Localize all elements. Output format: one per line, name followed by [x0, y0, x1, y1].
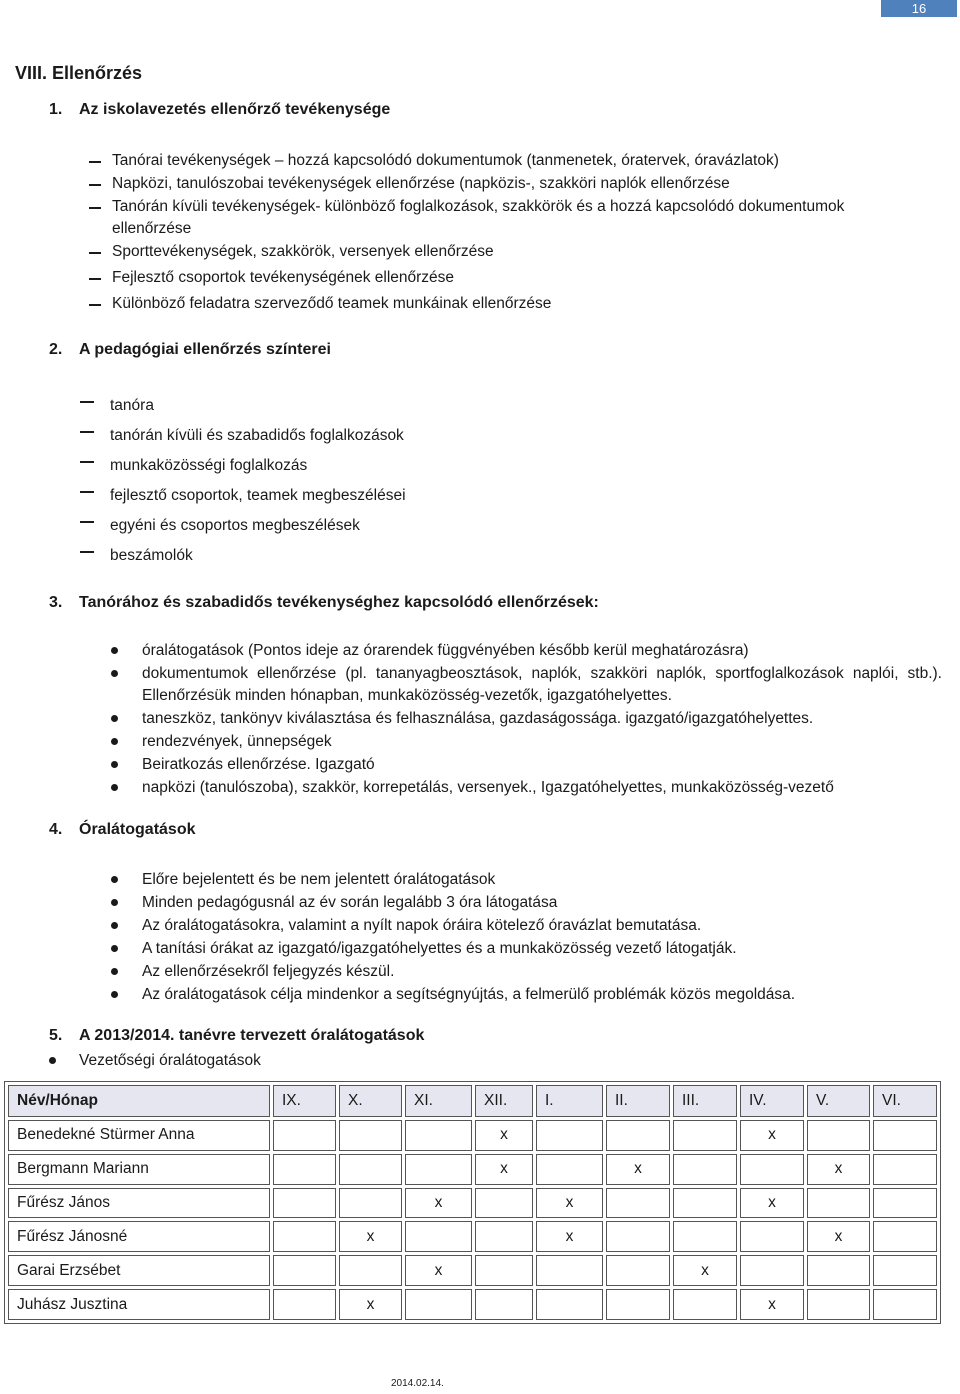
section-title: Az iskolavezetés ellenőrző tevékenysége [79, 101, 391, 118]
mark-cell: x [536, 1221, 603, 1252]
mark-cell [536, 1255, 603, 1286]
mark-cell [606, 1289, 670, 1320]
mark-cell [807, 1120, 870, 1151]
list-item: munkaközösségi foglalkozás [110, 457, 308, 474]
mark-cell [405, 1289, 472, 1320]
dash-icon [89, 304, 101, 306]
dash-icon [89, 161, 101, 163]
dash-icon [80, 491, 94, 493]
section-number: 5. [49, 1027, 63, 1044]
mark-cell [339, 1188, 402, 1219]
section-number: 2. [49, 341, 63, 358]
mark-cell: x [475, 1154, 533, 1185]
teacher-name-cell: Bergmann Mariann [8, 1154, 270, 1185]
list-item: Az ellenőrzésekről feljegyzés készül. [142, 963, 395, 980]
list-item: Tanórai tevékenységek – hozzá kapcsolódó dokumentumok (tanmenetek, óratervek, óravázlatok) [112, 152, 779, 169]
mark-cell [740, 1221, 804, 1252]
bullet-icon [111, 784, 118, 791]
list-item: Sporttevékenységek, szakkörök, versenyek ellenőrzése [112, 243, 494, 260]
mark-cell [807, 1289, 870, 1320]
mark-cell [740, 1154, 804, 1185]
mark-cell [273, 1289, 336, 1320]
page-number-badge: 16 [881, 0, 957, 17]
list-item: A tanítási órákat az igazgató/igazgatóhelyettes és a munkaközösség vezető látogatják. [142, 940, 737, 957]
mark-cell [673, 1289, 737, 1320]
mark-cell [273, 1221, 336, 1252]
mark-cell [673, 1120, 737, 1151]
mark-cell [807, 1188, 870, 1219]
bullet-icon [111, 991, 118, 998]
section-title: A 2013/2014. tanévre tervezett óralátogatások [79, 1027, 425, 1044]
mark-cell [873, 1255, 937, 1286]
list-item: Fejlesztő csoportok tevékenységének ellenőrzése [112, 269, 455, 286]
mark-cell: x [740, 1289, 804, 1320]
section-1-heading [49, 101, 390, 119]
mark-cell: x [339, 1221, 402, 1252]
section-title: A pedagógiai ellenőrzés színterei [79, 341, 331, 358]
table-row [8, 1154, 937, 1185]
section-title: Óralátogatások [79, 821, 196, 838]
bullet-icon [111, 715, 118, 722]
list-item: Vezetőségi óralátogatások [79, 1052, 261, 1069]
header-cell-month: III. [673, 1085, 737, 1117]
mark-cell [273, 1120, 336, 1151]
list-item: Az óralátogatásokra, valamint a nyílt napok óráira kötelező óravázlat bemutatása. [142, 917, 702, 934]
mark-cell [536, 1120, 603, 1151]
section-2-heading [49, 341, 331, 359]
mark-cell [273, 1255, 336, 1286]
list-item: napközi (tanulószoba), szakkör, korrepetálás, versenyek., Igazgatóhelyettes, munkaközösség-vezető [142, 779, 834, 796]
header-cell-month: X. [339, 1085, 402, 1117]
mark-cell: x [339, 1289, 402, 1320]
list-item: rendezvények, ünnepségek [142, 733, 332, 750]
dash-icon [80, 521, 94, 523]
bullet-icon [111, 876, 118, 883]
teacher-name-cell: Juhász Jusztina [8, 1289, 270, 1320]
mark-cell: x [740, 1188, 804, 1219]
section-4-heading [49, 821, 195, 839]
table-header-row [8, 1085, 937, 1117]
list-item: Napközi, tanulószobai tevékenységek ellenőrzése (napközis-, szakköri naplók ellenőrzése [112, 175, 730, 192]
mark-cell: x [536, 1188, 603, 1219]
header-cell-month: IX. [273, 1085, 336, 1117]
mark-cell [475, 1188, 533, 1219]
bullet-icon [49, 1057, 56, 1064]
table-row [8, 1120, 937, 1151]
list-item: fejlesztő csoportok, teamek megbeszélései [110, 487, 406, 504]
mark-cell: x [405, 1255, 472, 1286]
section-3-heading [49, 594, 599, 612]
dash-icon [89, 252, 101, 254]
mark-cell [339, 1154, 402, 1185]
mark-cell [873, 1154, 937, 1185]
mark-cell [339, 1255, 402, 1286]
dash-icon [80, 551, 94, 553]
section-number: 1. [49, 101, 63, 118]
document-title: VIII. Ellenőrzés [15, 63, 143, 83]
header-cell-month: VI. [873, 1085, 937, 1117]
footer-date: 2014.02.14. [391, 1378, 444, 1389]
mark-cell [873, 1188, 937, 1219]
mark-cell [606, 1120, 670, 1151]
mark-cell [606, 1255, 670, 1286]
list-item: Előre bejelentett és be nem jelentett óralátogatások [142, 871, 496, 888]
mark-cell: x [740, 1120, 804, 1151]
section-title: Tanórához és szabadidős tevékenységhez kapcsolódó ellenőrzések: [79, 594, 599, 611]
mark-cell [673, 1188, 737, 1219]
list-item: Beiratkozás ellenőrzése. Igazgató [142, 756, 375, 773]
mark-cell [873, 1221, 937, 1252]
mark-cell [405, 1120, 472, 1151]
visit-plan-table [4, 1081, 941, 1324]
mark-cell [475, 1221, 533, 1252]
mark-cell [807, 1255, 870, 1286]
list-item: tanóra [110, 397, 154, 414]
table-row [8, 1221, 937, 1252]
mark-cell [273, 1154, 336, 1185]
mark-cell [536, 1154, 603, 1185]
mark-cell [405, 1221, 472, 1252]
list-item: taneszköz, tankönyv kiválasztása és felhasználása, gazdaságossága. igazgató/igazgatóhelyettes. [142, 710, 814, 727]
dash-icon [89, 278, 101, 280]
list-item: Tanórán kívüli tevékenységek- különböző foglalkozások, szakkörök és a hozzá kapcsolódó dokumentumok ellenőrzése [112, 198, 845, 237]
header-cell-month: II. [606, 1085, 670, 1117]
mark-cell [673, 1154, 737, 1185]
bullet-icon [111, 738, 118, 745]
header-cell-month: XI. [405, 1085, 472, 1117]
list-item: tanórán kívüli és szabadidős foglalkozások [110, 427, 404, 444]
header-cell-name-month: Név/Hónap [8, 1085, 270, 1117]
mark-cell [606, 1221, 670, 1252]
mark-cell [673, 1221, 737, 1252]
mark-cell [873, 1289, 937, 1320]
bullet-icon [111, 647, 118, 654]
bullet-icon [111, 968, 118, 975]
dash-icon [80, 431, 94, 433]
header-cell-month: IV. [740, 1085, 804, 1117]
mark-cell [740, 1255, 804, 1286]
list-item: Az óralátogatások célja mindenkor a segítségnyújtás, a felmerülő problémák közös megoldása. [142, 986, 796, 1003]
list-item: óralátogatások (Pontos ideje az órarendek függvényében később kerül meghatározásra) [142, 642, 749, 659]
list-item: Minden pedagógusnál az év során legalább 3 óra látogatása [142, 894, 558, 911]
bullet-icon [111, 945, 118, 952]
teacher-name-cell: Fűrész Jánosné [8, 1221, 270, 1252]
mark-cell [405, 1154, 472, 1185]
teacher-name-cell: Benedekné Stürmer Anna [8, 1120, 270, 1151]
mark-cell: x [405, 1188, 472, 1219]
mark-cell [475, 1255, 533, 1286]
bullet-icon [111, 899, 118, 906]
mark-cell [536, 1289, 603, 1320]
teacher-name-cell: Fűrész János [8, 1188, 270, 1219]
mark-cell: x [673, 1255, 737, 1286]
section-number: 3. [49, 594, 63, 611]
bullet-icon [111, 922, 118, 929]
header-cell-month: I. [536, 1085, 603, 1117]
mark-cell [339, 1120, 402, 1151]
teacher-name-cell: Garai Erzsébet [8, 1255, 270, 1286]
dash-icon [89, 184, 101, 186]
dash-icon [80, 461, 94, 463]
dash-icon [89, 207, 101, 209]
section-number: 4. [49, 821, 63, 838]
table-row [8, 1188, 937, 1219]
header-cell-month: XII. [475, 1085, 533, 1117]
list-item: egyéni és csoportos megbeszélések [110, 517, 360, 534]
list-item: dokumentumok ellenőrzése (pl. tananyagbeosztások, naplók, szakköri naplók, sportfoglalkozások naplói, stb.). Ellenőrzésük minden hónapban, munkaközösség-vezetők, igazgatóhelyettes. [142, 665, 942, 704]
table-row [8, 1289, 937, 1320]
mark-cell [273, 1188, 336, 1219]
header-cell-month: V. [807, 1085, 870, 1117]
mark-cell [606, 1188, 670, 1219]
mark-cell: x [606, 1154, 670, 1185]
mark-cell: x [807, 1221, 870, 1252]
mark-cell: x [475, 1120, 533, 1151]
mark-cell [873, 1120, 937, 1151]
list-item: beszámolók [110, 547, 193, 564]
table-row [8, 1255, 937, 1286]
section-5-heading [49, 1027, 424, 1045]
bullet-icon [111, 761, 118, 768]
mark-cell [475, 1289, 533, 1320]
list-item: Különböző feladatra szerveződő teamek munkáinak ellenőrzése [112, 295, 552, 312]
dash-icon [80, 401, 94, 403]
bullet-icon [111, 670, 118, 677]
mark-cell: x [807, 1154, 870, 1185]
